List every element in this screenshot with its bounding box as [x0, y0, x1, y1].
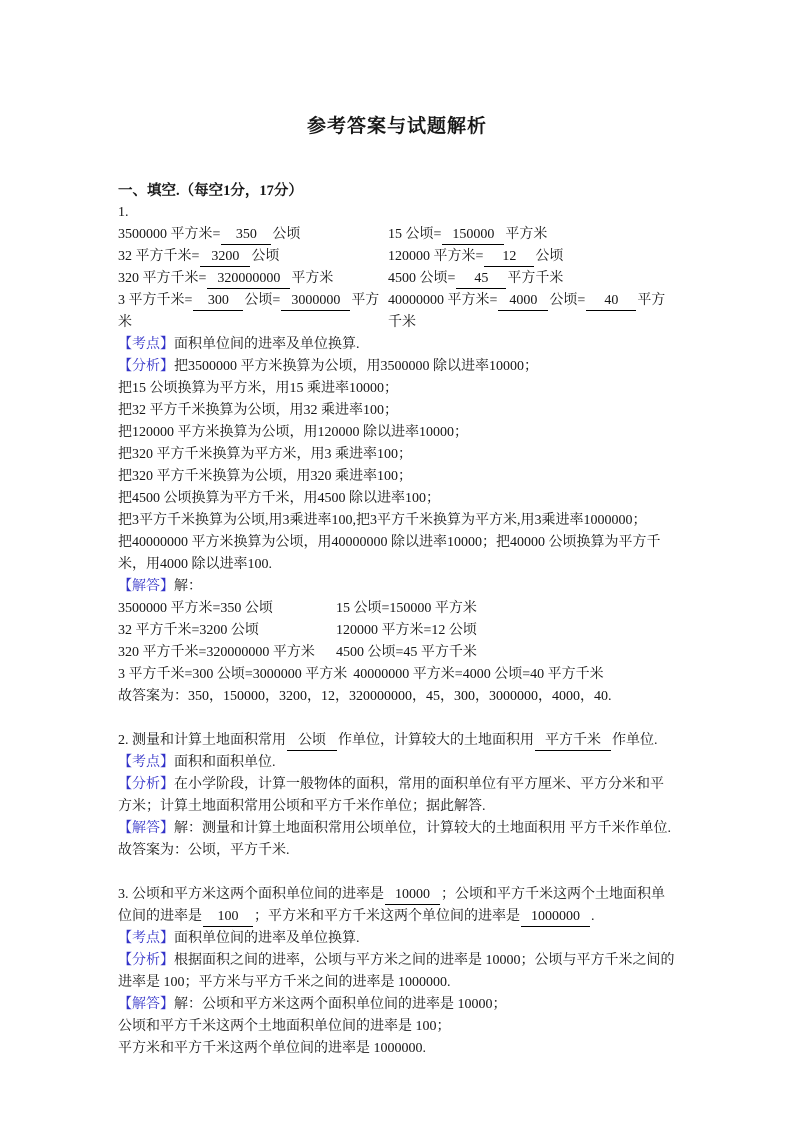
- blank-underline: 300: [193, 291, 243, 311]
- fill-text: 120000 平方米=: [388, 249, 484, 264]
- q1-answer-row-1: [118, 598, 676, 620]
- fill-text: 平方千米: [388, 293, 666, 330]
- q1-fill-r1-left: [118, 224, 388, 246]
- answer-cell: 15 公顷=150000 平方米: [336, 601, 477, 616]
- analysis-text: 把3500000 平方米换算为公顷，用3500000 除以进率10000；: [174, 359, 538, 374]
- fill-text: 40000000 平方米=: [388, 293, 498, 308]
- fenxi-tag: 【分析】: [118, 359, 174, 374]
- q1-fill-r4-left: [118, 290, 388, 334]
- blank-underline: 12: [484, 247, 534, 267]
- fill-text: 平方米: [505, 227, 548, 242]
- blank-underline: 4000: [498, 291, 548, 311]
- q1-fill-row-1: [118, 224, 676, 246]
- blank-underline: 平方千米: [535, 731, 611, 751]
- q1-jieda-line: [118, 576, 676, 598]
- fill-text: 平方米: [118, 293, 380, 330]
- q3-stem: [118, 884, 676, 928]
- q1-analysis-line: 把3平方千米换算为公顷,用3乘进率100,把3平方千米换算为平方米,用3乘进率1000000；: [118, 513, 647, 528]
- q1-analysis-line: [118, 356, 676, 378]
- fill-text: 公顷: [272, 227, 301, 242]
- q1-answer-row-2: [118, 620, 676, 642]
- answer-cell: 3 平方千米=300 公顷=3000000 平方米: [118, 667, 348, 682]
- q1-fill-r4-right: [388, 290, 676, 334]
- blank-underline: 45: [456, 269, 506, 289]
- jieda-text: 解：公顷和平方米这两个面积单位间的进率是 10000；: [174, 997, 507, 1012]
- q1-analysis-line: 把15 公顷换算为平方米，用15 乘进率10000；: [118, 381, 398, 396]
- blank-underline: 3000000: [281, 291, 350, 311]
- answer-cell: 120000 平方米=12 公顷: [336, 623, 477, 638]
- fill-text: 公顷: [251, 249, 280, 264]
- answer-cell: 4500 公顷=45 平方千米: [336, 645, 477, 660]
- question-3-block: [118, 884, 676, 1060]
- q2-conclusion: 故答案为：公顷，平方千米.: [118, 843, 290, 858]
- fill-text: 3 平方千米=: [118, 293, 193, 308]
- fill-text: 32 平方千米=: [118, 249, 200, 264]
- jieda-tag: 【解答】: [118, 579, 174, 594]
- page-title: 参考答案与试题解析: [306, 116, 487, 137]
- q1-analysis-line: 把120000 平方米换算为公顷，用120000 除以进率10000；: [118, 425, 468, 440]
- q3-analysis-line: [118, 950, 676, 994]
- q1-analysis-line: 把320 平方千米换算为平方米，用3 乘进率100；: [118, 447, 412, 462]
- q2-stem: [118, 730, 676, 752]
- fill-text: 平方千米: [507, 271, 564, 286]
- q3-jieda-line: [118, 994, 676, 1016]
- q1-conclusion: 故答案为：350，150000，3200，12，320000000，45，300，3000000，4000，40.: [118, 689, 612, 704]
- jieda-tag: 【解答】: [118, 997, 174, 1012]
- jieda-tag: 【解答】: [118, 821, 174, 836]
- blank-underline: 1000000: [521, 907, 590, 927]
- fenxi-tag: 【分析】: [118, 777, 174, 792]
- section-heading: 一、填空.（每空1分，17分）: [118, 183, 303, 199]
- stem-text: 作单位.: [612, 733, 658, 748]
- q2-kaodian-line: [118, 752, 676, 774]
- blank-underline: 公顷: [287, 731, 337, 751]
- kaodian-tag: 【考点】: [118, 337, 174, 352]
- q1-analysis-line: 把32 平方千米换算为公顷，用32 乘进率100；: [118, 403, 398, 418]
- kaodian-text: 面积单位间的进率及单位换算.: [174, 337, 360, 352]
- blank-underline: 150000: [442, 225, 504, 245]
- q1-fill-r3-right: [388, 268, 676, 290]
- stem-text: 3. 公顷和平方米这两个面积单位间的进率是: [118, 887, 384, 902]
- fill-text: 3500000 平方米=: [118, 227, 221, 242]
- fill-text: 320 平方千米=: [118, 271, 207, 286]
- q3-kaodian-line: [118, 928, 676, 950]
- blank-underline: 3200: [200, 247, 250, 267]
- stem-text: 作单位，计算较大的土地面积用: [338, 733, 534, 748]
- q1-number: 1.: [118, 205, 129, 220]
- q1-fill-row-4: [118, 290, 676, 334]
- q3-jieda-line: 平方米和平方千米这两个单位间的进率是 1000000.: [118, 1041, 426, 1056]
- analysis-text: 根据面积之间的进率，公顷与平方米之间的进率是 10000；公顷与平方千米之间的进率是 100；平方米与平方千米之间的进率是 1000000.: [118, 953, 675, 990]
- q1-answer-row-4: [118, 664, 676, 686]
- q2-analysis-line: [118, 774, 676, 818]
- question-2-block: [118, 730, 676, 862]
- fill-text: 平方米: [291, 271, 334, 286]
- q1-analysis-line: 把4500 公顷换算为平方千米，用4500 除以进率100；: [118, 491, 440, 506]
- q1-answer-grid: [118, 598, 676, 686]
- q1-fill-r1-right: [388, 224, 676, 246]
- q1-fill-r3-left: [118, 268, 388, 290]
- kaodian-text: 面积单位间的进率及单位换算.: [174, 931, 360, 946]
- fenxi-tag: 【分析】: [118, 953, 174, 968]
- answer-cell: 40000000 平方米=4000 公顷=40 平方千米: [353, 667, 604, 682]
- kaodian-text: 面积和面积单位.: [174, 755, 276, 770]
- q2-jieda-line: [118, 818, 676, 840]
- q1-fill-r2-right: [388, 246, 676, 268]
- blank-underline: 320000000: [207, 269, 290, 289]
- blank-underline: 10000: [385, 885, 440, 905]
- q1-fill-row-3: [118, 268, 676, 290]
- blank-underline: 350: [221, 225, 271, 245]
- answer-cell: 32 平方千米=3200 公顷: [118, 623, 259, 638]
- answer-cell: 3500000 平方米=350 公顷: [118, 601, 273, 616]
- stem-text: ；公顷和平方千米这两个土地面积单位间的进率是: [118, 887, 665, 924]
- analysis-text: 在小学阶段，计算一般物体的面积，常用的面积单位有平方厘米、平方分米和平方米；计算土地面积常用公顷和平方千米作单位；据此解答.: [118, 777, 664, 814]
- stem-text: .: [591, 909, 595, 924]
- fill-text: 公顷=: [244, 293, 281, 308]
- kaodian-tag: 【考点】: [118, 755, 174, 770]
- q1-answer-row-3: [118, 642, 676, 664]
- fill-text: 公顷=: [549, 293, 586, 308]
- jieda-text: 解：测量和计算土地面积常用公顷单位，计算较大的土地面积用 平方千米作单位.: [174, 821, 671, 836]
- q1-analysis-line: 把40000000 平方米换算为公顷，用40000000 除以进率10000；把40000 公顷换算为平方千米，用4000 除以进率100.: [118, 535, 661, 572]
- jieda-lead: 解：: [174, 579, 202, 594]
- blank-underline: 40: [586, 291, 636, 311]
- q3-jieda-line: 公顷和平方千米这两个土地面积单位间的进率是 100；: [118, 1019, 451, 1034]
- q1-analysis-line: 把320 平方千米换算为公顷，用320 乘进率100；: [118, 469, 412, 484]
- q1-fill-row-2: [118, 246, 676, 268]
- fill-text: 4500 公顷=: [388, 271, 456, 286]
- q1-fill-grid: [118, 224, 676, 334]
- stem-text: ；平方米和平方千米这两个单位间的进率是: [254, 909, 520, 924]
- q1-kaodian-line: [118, 334, 676, 356]
- stem-text: 2. 测量和计算土地面积常用: [118, 733, 286, 748]
- fill-text: 公顷: [535, 249, 564, 264]
- q1-fill-r2-left: [118, 246, 388, 268]
- blank-underline: 100: [203, 907, 253, 927]
- fill-text: 15 公顷=: [388, 227, 442, 242]
- kaodian-tag: 【考点】: [118, 931, 174, 946]
- answer-cell: 320 平方千米=320000000 平方米: [118, 645, 315, 660]
